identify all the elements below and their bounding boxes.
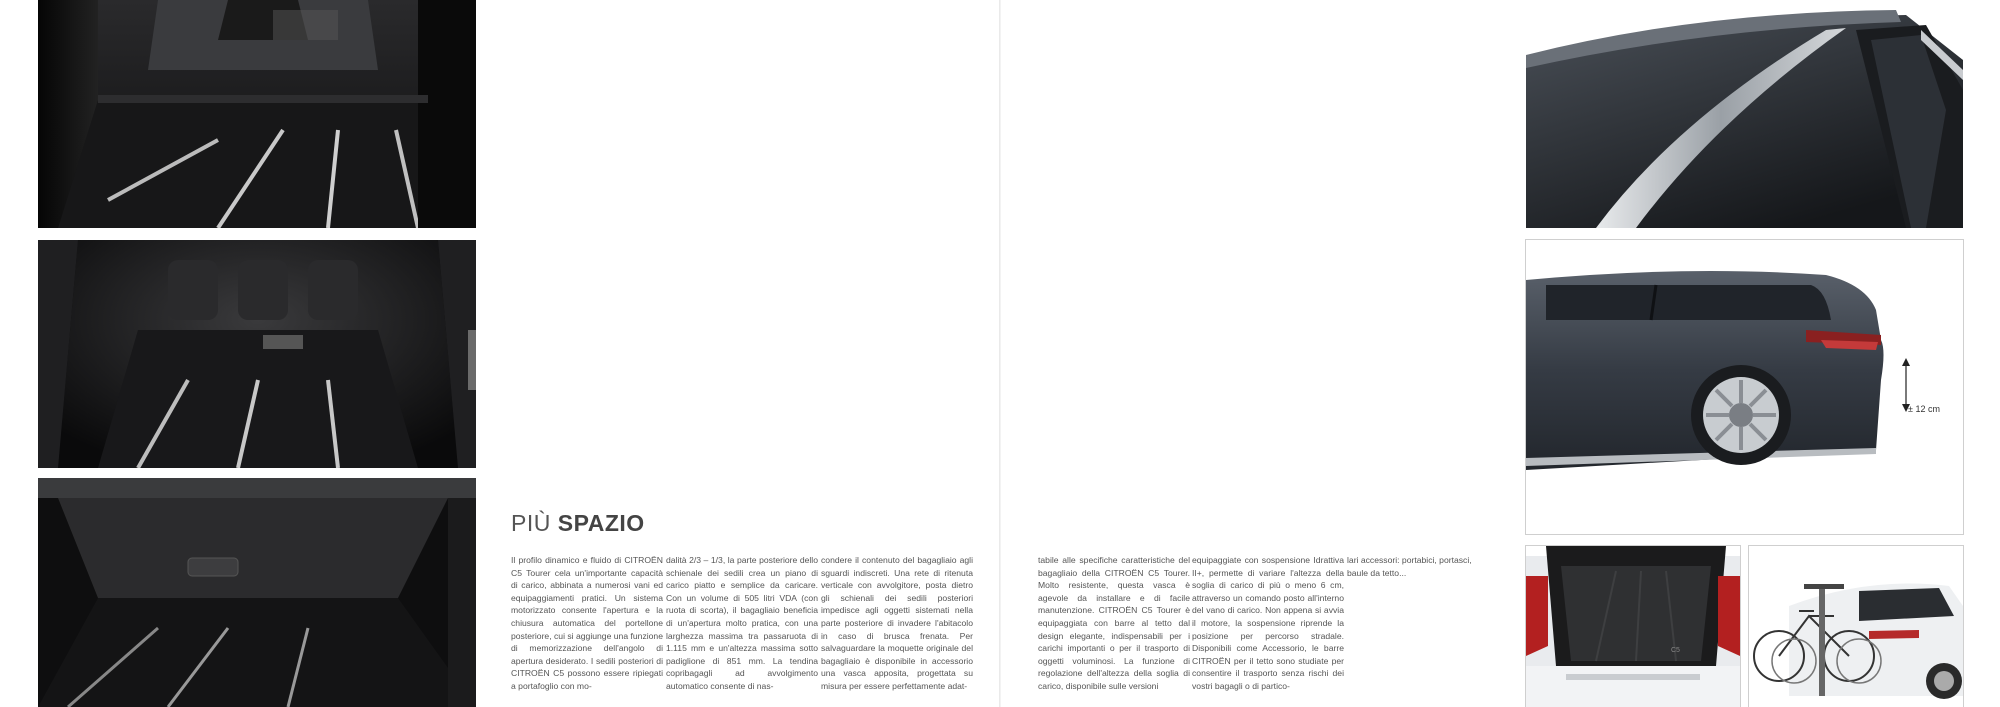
photo-boot-open-seats-flat: [38, 240, 476, 468]
boot-liner-logo: C5: [1671, 647, 1680, 654]
roof-bars-image: [1526, 0, 1963, 228]
page-gutter: [999, 0, 1001, 707]
body-column-2: dalità 2/3 – 1/3, la parte posteriore dello schienale dei sedili crea un piano di carico piatto e semplice da caricare. Con un volume di 505 litri VDA (con ruota di scorta), il bagagliaio beneficia di un'apertura molto pratica, con una larghezza massima tra passaruota di 1.115 mm e un'altezza massima sotto padiglione di 851 mm. La tendina copribagagli ad avvolgimento automatico consente di nas-: [666, 555, 818, 691]
body-column-1: Il profilo dinamico e fluido di CITROËN C5 Tourer cela un'importante capacità di carico, abbinata a numerosi vani ed equipaggiamenti pratici. Un sistema motorizzato consente l'apertura e la chiusura automatica del portellone posteriore, cui si aggiunge una funzione di memorizzazione dell'angolo di apertura desiderato. I sedili posteriori di CITROËN C5 possono essere ripiegati a portafoglio con mo-: [511, 555, 663, 691]
photo-boot-luggage-cover: [38, 478, 476, 707]
body-column-4: tabile alle specifiche caratteristiche del bagagliaio della CITROËN C5 Tourer. Molto resistente, questa vasca è agevole da installare e di facile manutenzione. CITROËN C5 Tourer è equipaggiata con barre al tetto dal design elegante, indispensabili per i carichi importanti o per il trasporto di oggetti voluminosi. La funzione di regolazione dell'altezza della soglia di carico, disponibile sulle versioni: [1038, 555, 1190, 691]
bike-carrier-image: [1749, 546, 1963, 707]
photo-roof-bars: [1526, 0, 1963, 228]
body-column-5: equipaggiate con sospensione Idrattiva II+, permette di variare l'altezza della soglia di carico di più o meno 6 cm, attraverso un comando posto all'interno del vano di carico. Non appena si avvia il motore, la sospensione riprende la posizione per percorso stradale. Disponibili come Accessorio, le barre CITROËN per il tetto sono studiate per consentire il trasporto senza rischi dei vostri bagagli o di partico-: [1192, 555, 1344, 691]
section-heading: [511, 510, 645, 537]
cargo-floor-image: [38, 0, 476, 228]
luggage-cover-image: [38, 478, 476, 707]
photo-boot-liner: [1526, 546, 1740, 707]
photo-car-rear-side: [1526, 240, 1963, 534]
car-side-image: [1526, 240, 1963, 534]
heading-light: PIÙ: [511, 510, 551, 536]
height-adjust-label: ± 12 cm: [1908, 404, 1940, 414]
boot-liner-image: [1526, 546, 1740, 707]
body-column-6: lari accessori: portabici, portasci, baule da tetto...: [1347, 555, 1472, 578]
photo-cargo-seats-folded: [38, 0, 476, 228]
body-column-3: condere il contenuto del bagagliaio agli sguardi indiscreti. Una rete di ritenuta verticale con avvolgitore, posta dietro gli schienali dei sedili posteriori impedisce agli oggetti sistemati nella parte posteriore di invadere l'abitacolo in caso di brusca frenata. Per salvaguardare la moquette originale del bagagliaio è disponibile in accessorio una vasca apposita, progettata su misura per essere perfettamente adat-: [821, 555, 973, 691]
boot-interior-image: [38, 240, 476, 468]
heading-bold: SPAZIO: [557, 510, 645, 536]
photo-bike-carrier: [1749, 546, 1963, 707]
